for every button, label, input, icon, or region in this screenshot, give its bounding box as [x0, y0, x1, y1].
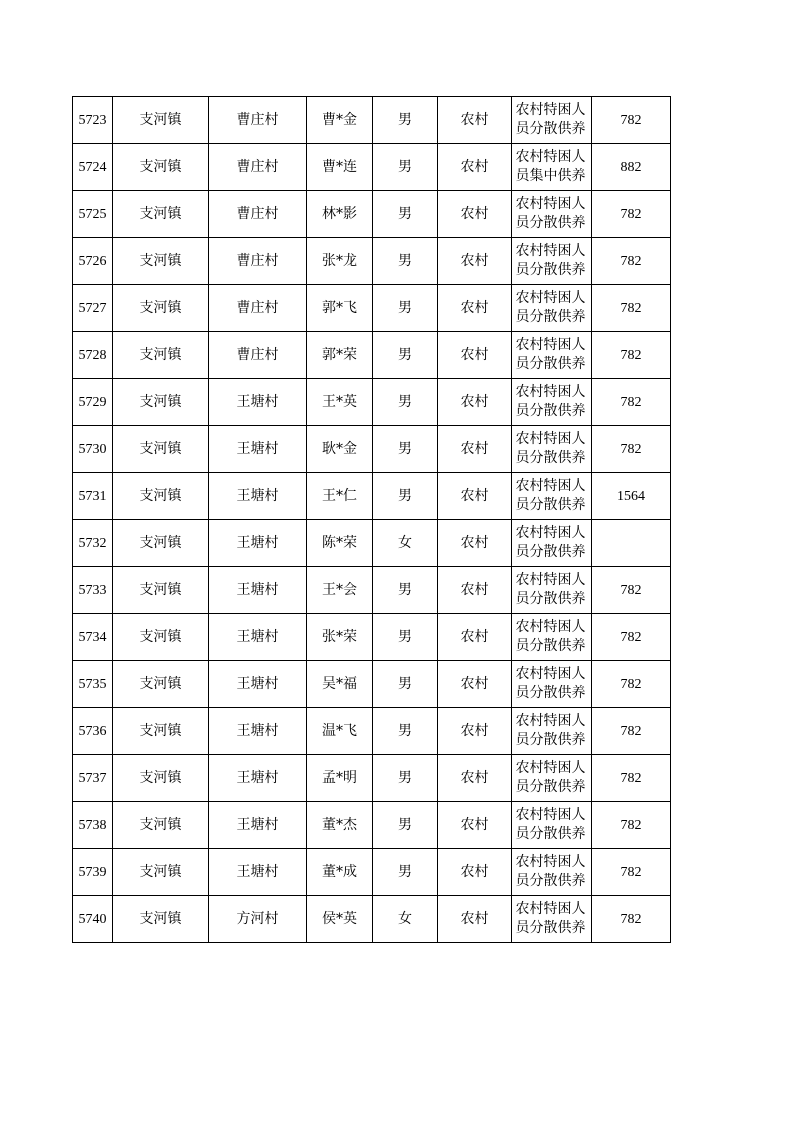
support-type-text: 农村特困人员分散供养: [515, 619, 586, 654]
table-row: [73, 191, 671, 238]
person-name-cell: 孟*明: [307, 755, 373, 802]
support-type-cell: [512, 661, 592, 708]
person-name-cell: 董*成: [307, 849, 373, 896]
support-type-cell: [512, 614, 592, 661]
table-row: [73, 144, 671, 191]
amount-cell: 782: [592, 755, 671, 802]
table-row: [73, 802, 671, 849]
support-type-text: 农村特困人员分散供养: [515, 807, 586, 842]
residence-cell: 农村: [438, 849, 512, 896]
support-type-cell: [512, 567, 592, 614]
village-cell: 王塘村: [209, 802, 307, 849]
gender-cell: 男: [373, 144, 438, 191]
person-name-cell: 曹*金: [307, 97, 373, 144]
gender-cell: 男: [373, 661, 438, 708]
table-row: [73, 97, 671, 144]
table-row: [73, 849, 671, 896]
support-type-cell: [512, 332, 592, 379]
support-type-text: 农村特困人员分散供养: [515, 243, 586, 278]
amount-cell: 782: [592, 802, 671, 849]
support-type-cell: [512, 849, 592, 896]
town-cell: 支河镇: [113, 708, 209, 755]
town-cell: 支河镇: [113, 802, 209, 849]
table-row: [73, 520, 671, 567]
person-name-cell: 郭*飞: [307, 285, 373, 332]
serial-number-cell: 5739: [73, 849, 113, 896]
village-cell: 王塘村: [209, 614, 307, 661]
town-cell: 支河镇: [113, 567, 209, 614]
support-type-cell: [512, 144, 592, 191]
table-row: [73, 426, 671, 473]
town-cell: 支河镇: [113, 238, 209, 285]
support-type-cell: [512, 802, 592, 849]
support-type-cell: [512, 191, 592, 238]
serial-number-cell: 5725: [73, 191, 113, 238]
serial-number-cell: 5726: [73, 238, 113, 285]
village-cell: 曹庄村: [209, 332, 307, 379]
support-type-cell: [512, 426, 592, 473]
person-name-cell: 温*飞: [307, 708, 373, 755]
support-type-text: 农村特困人员分散供养: [515, 384, 586, 419]
table-row: [73, 661, 671, 708]
village-cell: 王塘村: [209, 708, 307, 755]
town-cell: 支河镇: [113, 144, 209, 191]
support-type-text: 农村特困人员分散供养: [515, 431, 586, 466]
support-type-cell: [512, 97, 592, 144]
roster-table: [72, 96, 671, 943]
person-name-cell: 王*会: [307, 567, 373, 614]
village-cell: 王塘村: [209, 379, 307, 426]
gender-cell: 男: [373, 755, 438, 802]
village-cell: 王塘村: [209, 520, 307, 567]
table-row: [73, 379, 671, 426]
village-cell: 王塘村: [209, 661, 307, 708]
serial-number-cell: 5733: [73, 567, 113, 614]
support-type-text: 农村特困人员分散供养: [515, 478, 586, 513]
serial-number-cell: 5729: [73, 379, 113, 426]
amount-cell: 882: [592, 144, 671, 191]
amount-cell: 782: [592, 97, 671, 144]
amount-cell: 1564: [592, 473, 671, 520]
support-type-text: 农村特困人员分散供养: [515, 196, 586, 231]
town-cell: 支河镇: [113, 849, 209, 896]
town-cell: 支河镇: [113, 896, 209, 943]
support-type-text: 农村特困人员分散供养: [515, 525, 586, 560]
serial-number-cell: 5738: [73, 802, 113, 849]
support-type-text: 农村特困人员分散供养: [515, 572, 586, 607]
table-row: [73, 755, 671, 802]
table-row: [73, 896, 671, 943]
village-cell: 曹庄村: [209, 285, 307, 332]
person-name-cell: 张*荣: [307, 614, 373, 661]
table-row: [73, 708, 671, 755]
serial-number-cell: 5731: [73, 473, 113, 520]
support-type-text: 农村特困人员分散供养: [515, 760, 586, 795]
support-type-text: 农村特困人员分散供养: [515, 102, 586, 137]
person-name-cell: 王*英: [307, 379, 373, 426]
person-name-cell: 董*杰: [307, 802, 373, 849]
village-cell: 王塘村: [209, 426, 307, 473]
person-name-cell: 张*龙: [307, 238, 373, 285]
town-cell: 支河镇: [113, 755, 209, 802]
support-type-cell: [512, 473, 592, 520]
person-name-cell: 耿*金: [307, 426, 373, 473]
residence-cell: 农村: [438, 144, 512, 191]
serial-number-cell: 5736: [73, 708, 113, 755]
town-cell: 支河镇: [113, 285, 209, 332]
serial-number-cell: 5728: [73, 332, 113, 379]
residence-cell: 农村: [438, 661, 512, 708]
town-cell: 支河镇: [113, 332, 209, 379]
gender-cell: 男: [373, 473, 438, 520]
town-cell: 支河镇: [113, 379, 209, 426]
village-cell: 王塘村: [209, 755, 307, 802]
village-cell: 方河村: [209, 896, 307, 943]
gender-cell: 男: [373, 238, 438, 285]
residence-cell: 农村: [438, 708, 512, 755]
person-name-cell: 曹*连: [307, 144, 373, 191]
support-type-text: 农村特困人员分散供养: [515, 290, 586, 325]
town-cell: 支河镇: [113, 426, 209, 473]
amount-cell: 782: [592, 238, 671, 285]
town-cell: 支河镇: [113, 614, 209, 661]
person-name-cell: 侯*英: [307, 896, 373, 943]
amount-cell: 782: [592, 614, 671, 661]
amount-cell: 782: [592, 708, 671, 755]
gender-cell: 男: [373, 379, 438, 426]
support-type-cell: [512, 520, 592, 567]
town-cell: 支河镇: [113, 661, 209, 708]
residence-cell: 农村: [438, 426, 512, 473]
serial-number-cell: 5740: [73, 896, 113, 943]
village-cell: 曹庄村: [209, 191, 307, 238]
support-type-text: 农村特困人员分散供养: [515, 666, 586, 701]
table-row: [73, 614, 671, 661]
support-type-cell: [512, 755, 592, 802]
support-type-cell: [512, 379, 592, 426]
amount-cell: 782: [592, 285, 671, 332]
support-type-cell: [512, 285, 592, 332]
residence-cell: 农村: [438, 97, 512, 144]
residence-cell: 农村: [438, 473, 512, 520]
residence-cell: 农村: [438, 896, 512, 943]
support-type-text: 农村特困人员集中供养: [515, 149, 586, 184]
residence-cell: 农村: [438, 614, 512, 661]
serial-number-cell: 5734: [73, 614, 113, 661]
gender-cell: 男: [373, 614, 438, 661]
support-type-text: 农村特困人员分散供养: [515, 713, 586, 748]
table-row: [73, 238, 671, 285]
table-row: [73, 332, 671, 379]
support-type-text: 农村特困人员分散供养: [515, 337, 586, 372]
gender-cell: 男: [373, 849, 438, 896]
person-name-cell: 王*仁: [307, 473, 373, 520]
roster-body: [73, 97, 671, 943]
village-cell: 曹庄村: [209, 144, 307, 191]
amount-cell: 782: [592, 379, 671, 426]
gender-cell: 男: [373, 97, 438, 144]
village-cell: 王塘村: [209, 849, 307, 896]
support-type-text: 农村特困人员分散供养: [515, 854, 586, 889]
gender-cell: 女: [373, 896, 438, 943]
gender-cell: 男: [373, 285, 438, 332]
gender-cell: 男: [373, 567, 438, 614]
residence-cell: 农村: [438, 379, 512, 426]
serial-number-cell: 5723: [73, 97, 113, 144]
village-cell: 王塘村: [209, 473, 307, 520]
amount-cell: 782: [592, 567, 671, 614]
amount-cell: 782: [592, 661, 671, 708]
village-cell: 曹庄村: [209, 238, 307, 285]
amount-cell: 782: [592, 426, 671, 473]
table-row: [73, 567, 671, 614]
serial-number-cell: 5724: [73, 144, 113, 191]
support-type-cell: [512, 238, 592, 285]
serial-number-cell: 5727: [73, 285, 113, 332]
amount-cell: 782: [592, 896, 671, 943]
gender-cell: 男: [373, 332, 438, 379]
residence-cell: 农村: [438, 520, 512, 567]
table-row: [73, 473, 671, 520]
support-type-cell: [512, 708, 592, 755]
gender-cell: 男: [373, 708, 438, 755]
residence-cell: 农村: [438, 755, 512, 802]
amount-cell: 782: [592, 849, 671, 896]
village-cell: 曹庄村: [209, 97, 307, 144]
town-cell: 支河镇: [113, 473, 209, 520]
residence-cell: 农村: [438, 802, 512, 849]
town-cell: 支河镇: [113, 191, 209, 238]
serial-number-cell: 5730: [73, 426, 113, 473]
serial-number-cell: 5737: [73, 755, 113, 802]
residence-cell: 农村: [438, 332, 512, 379]
residence-cell: 农村: [438, 567, 512, 614]
residence-cell: 农村: [438, 285, 512, 332]
person-name-cell: 郭*荣: [307, 332, 373, 379]
gender-cell: 女: [373, 520, 438, 567]
person-name-cell: 陈*荣: [307, 520, 373, 567]
serial-number-cell: 5732: [73, 520, 113, 567]
person-name-cell: 吴*福: [307, 661, 373, 708]
town-cell: 支河镇: [113, 520, 209, 567]
gender-cell: 男: [373, 191, 438, 238]
town-cell: 支河镇: [113, 97, 209, 144]
village-cell: 王塘村: [209, 567, 307, 614]
serial-number-cell: 5735: [73, 661, 113, 708]
table-row: [73, 285, 671, 332]
amount-cell: 782: [592, 332, 671, 379]
support-type-cell: [512, 896, 592, 943]
residence-cell: 农村: [438, 238, 512, 285]
amount-cell: 782: [592, 191, 671, 238]
amount-cell: [592, 520, 671, 567]
person-name-cell: 林*影: [307, 191, 373, 238]
gender-cell: 男: [373, 802, 438, 849]
residence-cell: 农村: [438, 191, 512, 238]
support-type-text: 农村特困人员分散供养: [515, 901, 586, 936]
gender-cell: 男: [373, 426, 438, 473]
